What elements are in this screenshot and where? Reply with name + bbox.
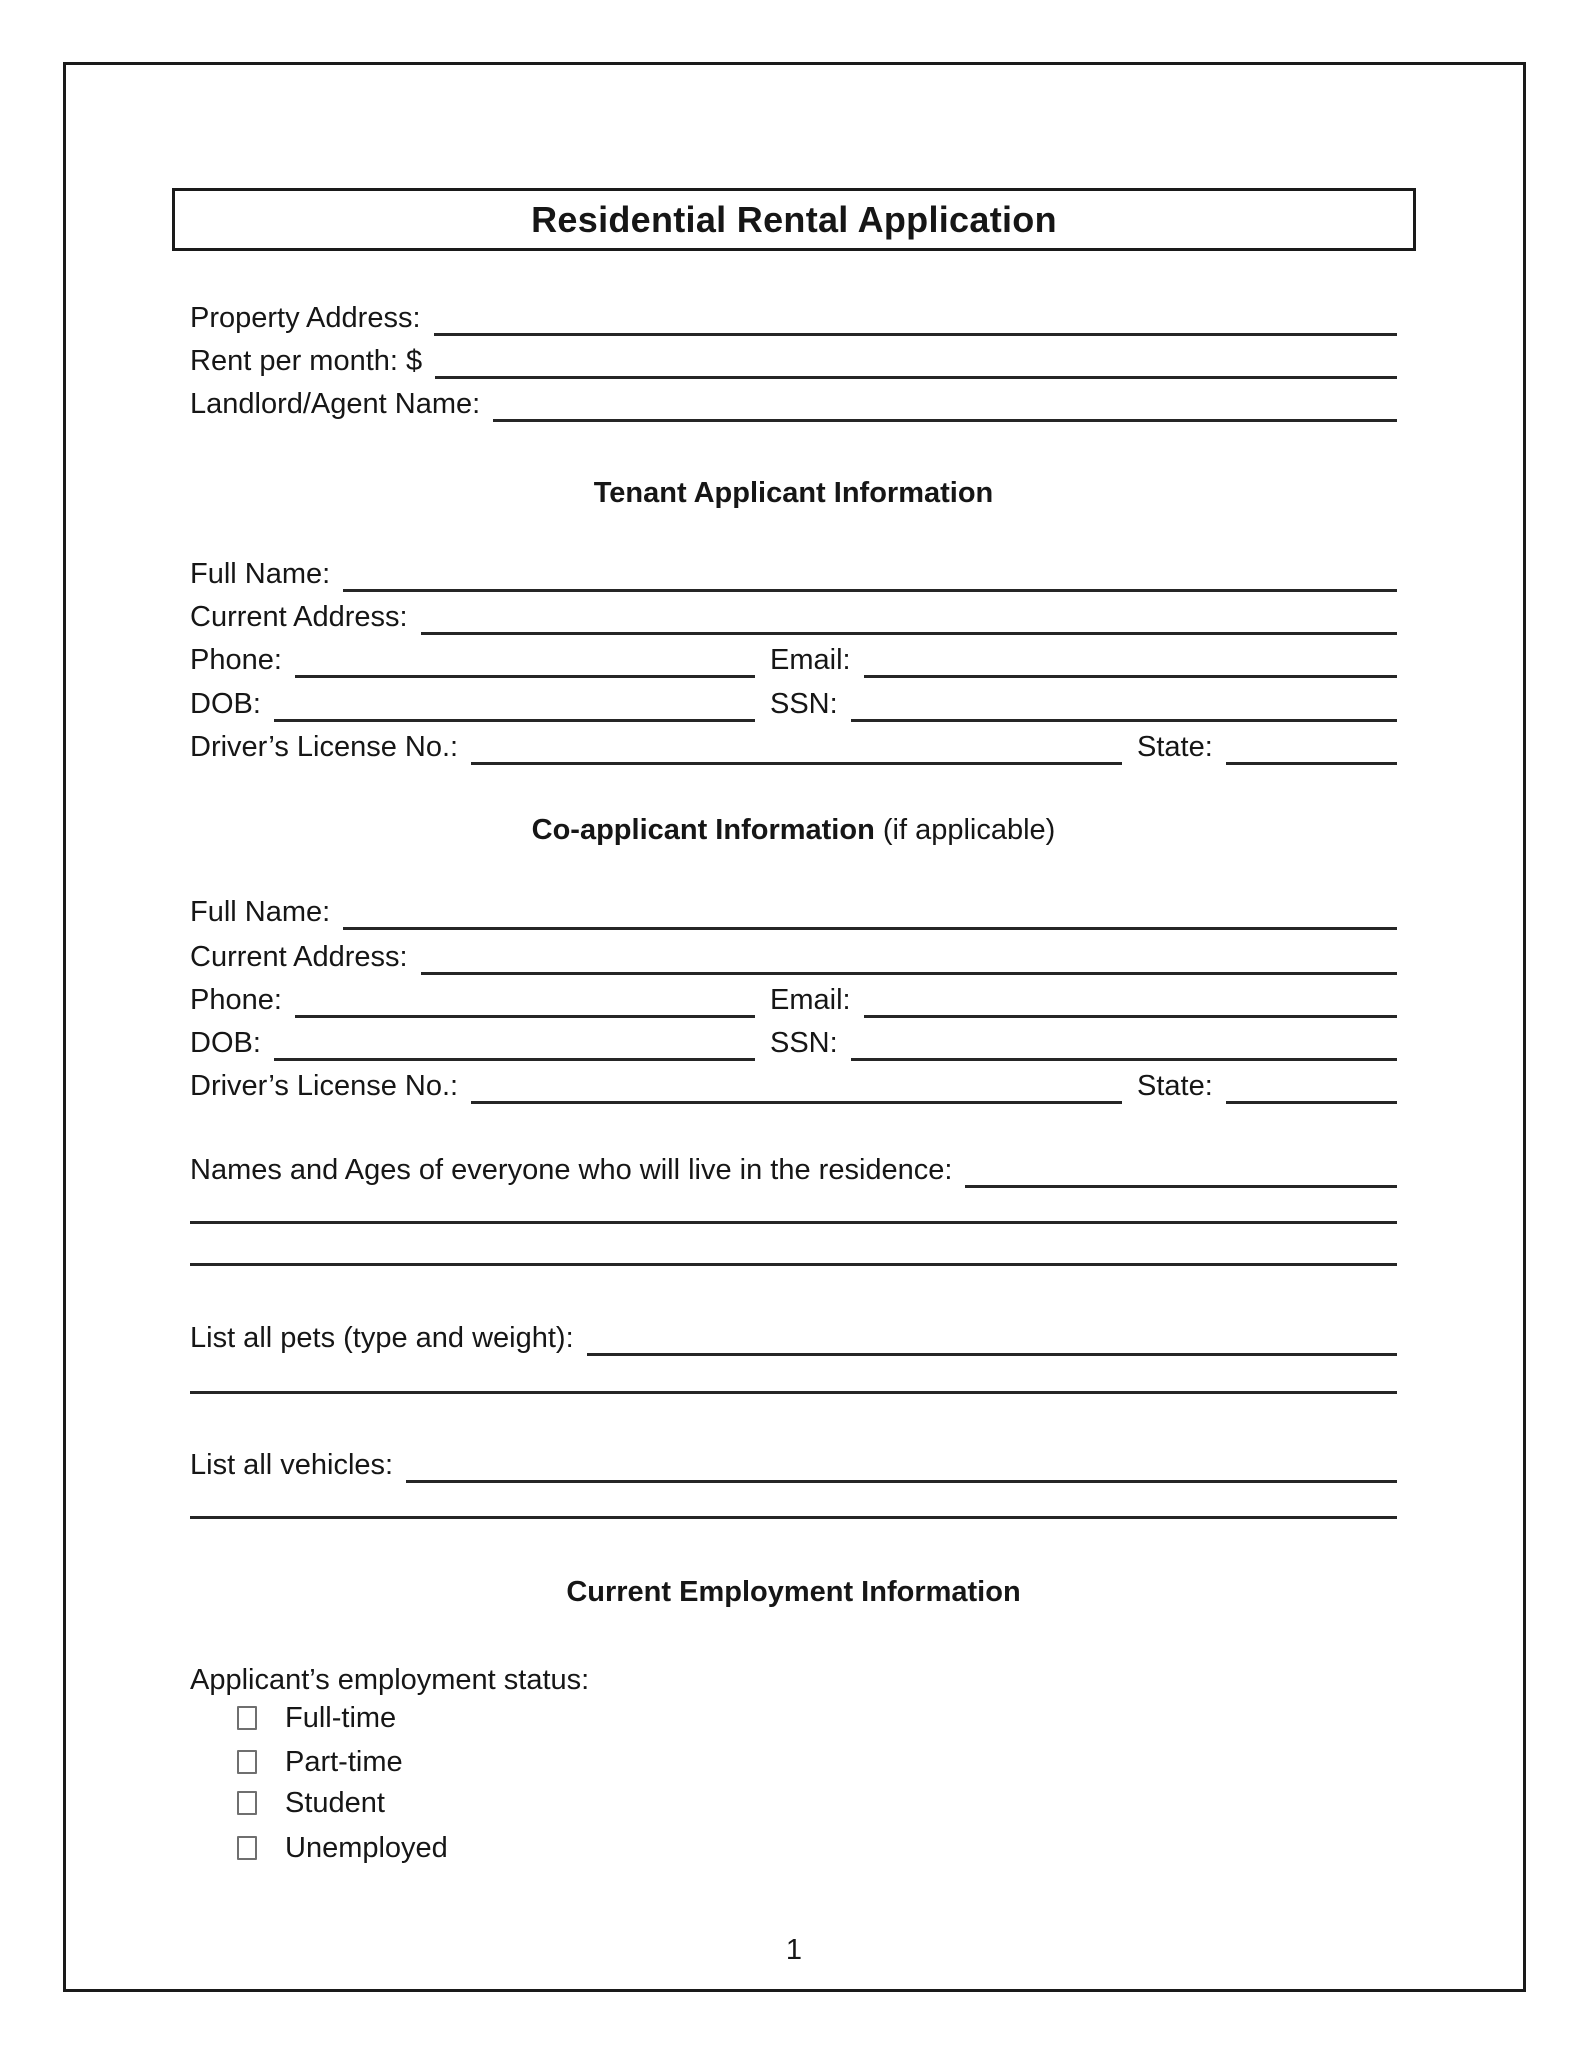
employment-option-full-time — [237, 1697, 396, 1739]
landlord-agent-input-line[interactable] — [493, 419, 1397, 422]
property-address-input-line[interactable] — [434, 333, 1398, 336]
employment-section-heading: Current Employment Information — [566, 1576, 1021, 1608]
employment-option-unemployed — [237, 1827, 448, 1869]
tenant-dob-input-line[interactable] — [274, 719, 755, 722]
coapplicant-ssn-input-line[interactable] — [851, 1058, 1397, 1061]
tenant-dob-ssn-row — [190, 683, 1397, 725]
coapplicant-email-input-line[interactable] — [864, 1015, 1397, 1018]
tenant-current-address-input-line[interactable] — [421, 632, 1397, 635]
vehicles-input-line[interactable] — [406, 1480, 1397, 1483]
coapplicant-current-address-input-line[interactable] — [421, 972, 1397, 975]
tenant-phone-input-line[interactable] — [295, 675, 755, 678]
coapplicant-email-label: Email: — [770, 984, 851, 1016]
pets-label: List all pets (type and weight): — [190, 1322, 574, 1354]
rent-per-month-input-line[interactable] — [435, 376, 1397, 379]
page-number: 1 — [785, 1934, 803, 1966]
coapplicant-state-input-line[interactable] — [1226, 1101, 1397, 1104]
rent-per-month-label: Rent per month: $ — [190, 345, 423, 377]
tenant-license-state-row — [190, 726, 1397, 768]
names-ages-extra-line-1[interactable] — [190, 1221, 1397, 1224]
tenant-drivers-license-label: Driver’s License No.: — [190, 731, 459, 763]
tenant-ssn-input-line[interactable] — [851, 719, 1397, 722]
coapplicant-heading-main: Co-applicant Information — [531, 814, 875, 846]
property-address-label: Property Address: — [190, 302, 421, 334]
rent-per-month-row — [190, 340, 1397, 382]
tenant-email-input-line[interactable] — [864, 675, 1397, 678]
tenant-full-name-row — [190, 553, 1397, 595]
tenant-section-heading: Tenant Applicant Information — [593, 477, 994, 509]
checkbox-student[interactable] — [237, 1791, 257, 1815]
landlord-agent-row — [190, 383, 1397, 425]
checkbox-unemployed[interactable] — [237, 1836, 257, 1860]
part-time-label: Part-time — [285, 1745, 403, 1778]
coapplicant-dob-ssn-row — [190, 1022, 1397, 1064]
tenant-ssn-label: SSN: — [770, 688, 838, 720]
names-ages-input-line[interactable] — [965, 1185, 1397, 1188]
employment-status-label: Applicant’s employment status: — [190, 1664, 590, 1696]
pets-input-line[interactable] — [587, 1353, 1397, 1356]
names-ages-extra-line-2[interactable] — [190, 1263, 1397, 1266]
tenant-dob-label: DOB: — [190, 688, 261, 720]
tenant-full-name-input-line[interactable] — [343, 589, 1397, 592]
coapplicant-drivers-license-label: Driver’s License No.: — [190, 1070, 459, 1102]
pets-extra-line[interactable] — [190, 1391, 1397, 1394]
coapplicant-current-address-label: Current Address: — [190, 941, 408, 973]
full-time-label: Full-time — [285, 1701, 397, 1734]
coapplicant-state-label: State: — [1137, 1070, 1213, 1102]
coapplicant-phone-input-line[interactable] — [295, 1015, 755, 1018]
employment-status-row — [190, 1659, 1397, 1701]
student-label: Student — [285, 1786, 385, 1819]
coapplicant-drivers-license-input-line[interactable] — [471, 1101, 1122, 1104]
tenant-phone-email-row — [190, 639, 1397, 681]
coapplicant-phone-label: Phone: — [190, 984, 282, 1016]
unemployed-label: Unemployed — [285, 1831, 448, 1864]
vehicles-row — [190, 1444, 1397, 1486]
coapplicant-current-address-row — [190, 936, 1397, 978]
coapplicant-license-state-row — [190, 1065, 1397, 1107]
form-title-box — [172, 188, 1416, 251]
coapplicant-full-name-label: Full Name: — [190, 896, 331, 928]
coapplicant-ssn-label: SSN: — [770, 1027, 838, 1059]
form-title: Residential Rental Application — [531, 198, 1057, 240]
property-address-row — [190, 297, 1397, 339]
vehicles-extra-line[interactable] — [190, 1516, 1397, 1519]
tenant-current-address-label: Current Address: — [190, 601, 408, 633]
coapplicant-heading-note: (if applicable) — [874, 814, 1056, 846]
tenant-state-input-line[interactable] — [1226, 762, 1397, 765]
coapplicant-section-heading — [190, 809, 1397, 851]
employment-option-part-time — [237, 1741, 403, 1783]
pets-row — [190, 1317, 1397, 1359]
tenant-email-label: Email: — [770, 644, 851, 676]
employment-option-student — [237, 1782, 385, 1824]
names-ages-row — [190, 1149, 1397, 1191]
checkbox-part-time[interactable] — [237, 1750, 257, 1774]
landlord-agent-label: Landlord/Agent Name: — [190, 388, 481, 420]
tenant-full-name-label: Full Name: — [190, 558, 331, 590]
coapplicant-phone-email-row — [190, 979, 1397, 1021]
checkbox-full-time[interactable] — [237, 1706, 257, 1730]
tenant-drivers-license-input-line[interactable] — [471, 762, 1122, 765]
tenant-current-address-row — [190, 596, 1397, 638]
coapplicant-full-name-row — [190, 891, 1397, 933]
vehicles-label: List all vehicles: — [190, 1449, 394, 1481]
coapplicant-dob-label: DOB: — [190, 1027, 261, 1059]
names-ages-label: Names and Ages of everyone who will live in the residence: — [190, 1154, 953, 1186]
tenant-phone-label: Phone: — [190, 644, 282, 676]
coapplicant-dob-input-line[interactable] — [274, 1058, 755, 1061]
tenant-state-label: State: — [1137, 731, 1213, 763]
coapplicant-full-name-input-line[interactable] — [343, 927, 1397, 930]
